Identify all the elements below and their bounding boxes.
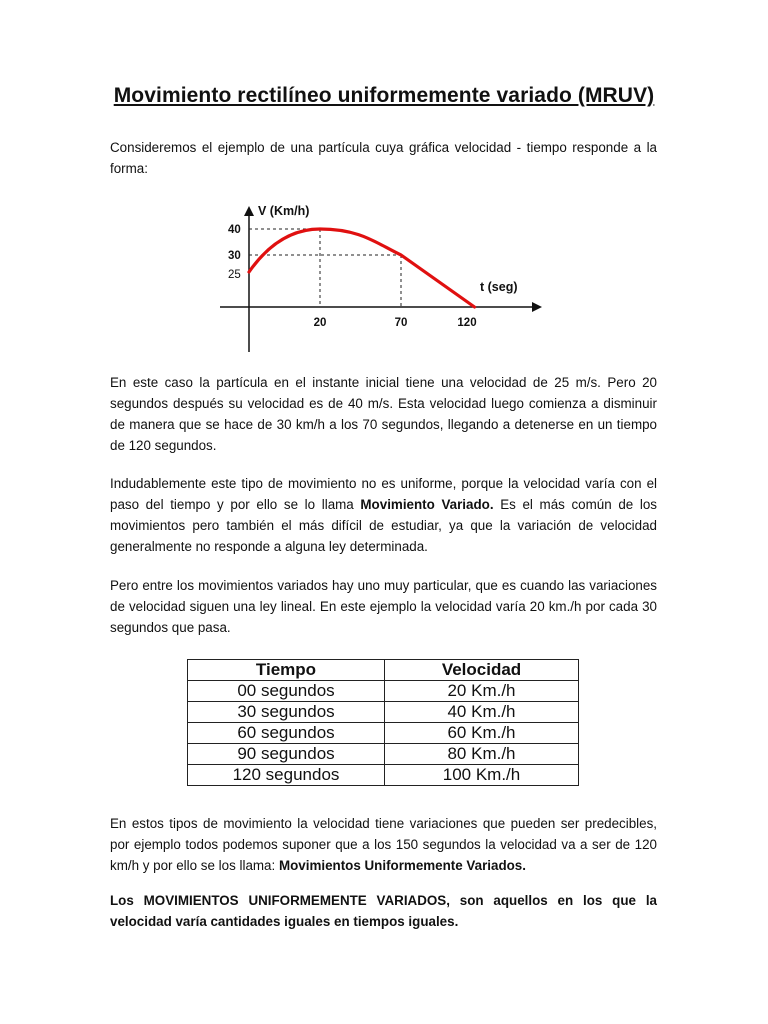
guide-lines [249, 229, 401, 307]
table-row [188, 681, 579, 702]
paragraph-1: En este caso la partícula en el instante inicial tiene una velocidad de 25 m/s. Pero 20 segundos después su velocidad es de 40 m/s. Esta velocidad luego comienza a disminuir de manera que se hace de 30 km/h a los 70 segundos, llegando a detenerse en un tiempo de 120 segundos. [110, 375, 657, 453]
y-tick-label: 40 [228, 224, 241, 236]
table-cell: 40 Km./h [385, 702, 579, 723]
table-row [188, 723, 579, 744]
paragraph-5: Los MOVIMIENTOS UNIFORMEMENTE VARIADOS, son aquellos en los que la velocidad varía cantidades iguales en tiempos iguales. [110, 893, 657, 929]
table-cell: 20 Km./h [385, 681, 579, 702]
paragraph-4-bold: Movimientos Uniformemente Variados. [278, 858, 526, 873]
table-cell: 120 segundos [188, 765, 385, 786]
table-row [188, 702, 579, 723]
y-tick-label: 25 [228, 269, 241, 281]
x-tick-label: 20 [313, 317, 327, 329]
page-title: Movimiento rectilíneo uniformemente variado (MRUV) [113, 84, 655, 107]
x-tick-label: 70 [394, 317, 408, 329]
table-cell: 90 segundos [188, 744, 385, 765]
paragraph-2 [110, 473, 657, 557]
intro-paragraph: Consideremos el ejemplo de una partícula cuya gráfica velocidad - tiempo responde a la forma: [110, 140, 657, 176]
table-row [188, 765, 579, 786]
y-axis-label: V (Km/h) [258, 204, 310, 218]
x-axis-arrow [532, 302, 542, 312]
y-tick-label: 30 [228, 250, 241, 262]
table-header-row [188, 660, 579, 681]
paragraph-4-text: En estos tipos de movimiento la velocidad tiene variaciones que pueden ser predecibles, por ejemplo todos podemos suponer que a los 150 segundos la velocidad va a ser de 120 km/h y por ello se los llama: [110, 816, 657, 873]
paragraph-2-text: Indudablemente este tipo de movimiento no es uniforme, porque la velocidad varía con el paso del tiempo y por ello se lo llama [110, 476, 657, 512]
table-header-tiempo: Tiempo [188, 660, 385, 681]
x-tick-label: 120 [457, 317, 477, 329]
table-cell: 80 Km./h [385, 744, 579, 765]
x-tick-labels [314, 317, 477, 329]
velocity-time-chart [220, 192, 550, 354]
paragraph-4 [110, 813, 657, 876]
paragraph-3: Pero entre los movimientos variados hay uno muy particular, que es cuando las variaciones de velocidad siguen una ley lineal. En este ejemplo la velocidad varía 20 km./h por cada 30 segundos que pasa. [110, 578, 657, 635]
table-header-velocidad: Velocidad [385, 660, 579, 681]
table-row [188, 744, 579, 765]
table-cell: 60 segundos [188, 723, 385, 744]
paragraph-2-text-end: Es el más común de los movimientos pero también el más difícil de estudiar, ya que la variación de velocidad generalmente no responde a alguna ley determinada. [110, 497, 657, 554]
paragraph-2-bold: Movimiento Variado. [360, 497, 494, 512]
x-axis-label: t (seg) [480, 280, 518, 294]
y-axis-arrow [244, 206, 254, 216]
table-cell: 30 segundos [188, 702, 385, 723]
y-tick-labels [228, 224, 241, 281]
table-cell: 60 Km./h [385, 723, 579, 744]
table-cell: 100 Km./h [385, 765, 579, 786]
table-cell: 00 segundos [188, 681, 385, 702]
speed-table [187, 659, 579, 786]
velocity-curve [249, 229, 475, 307]
